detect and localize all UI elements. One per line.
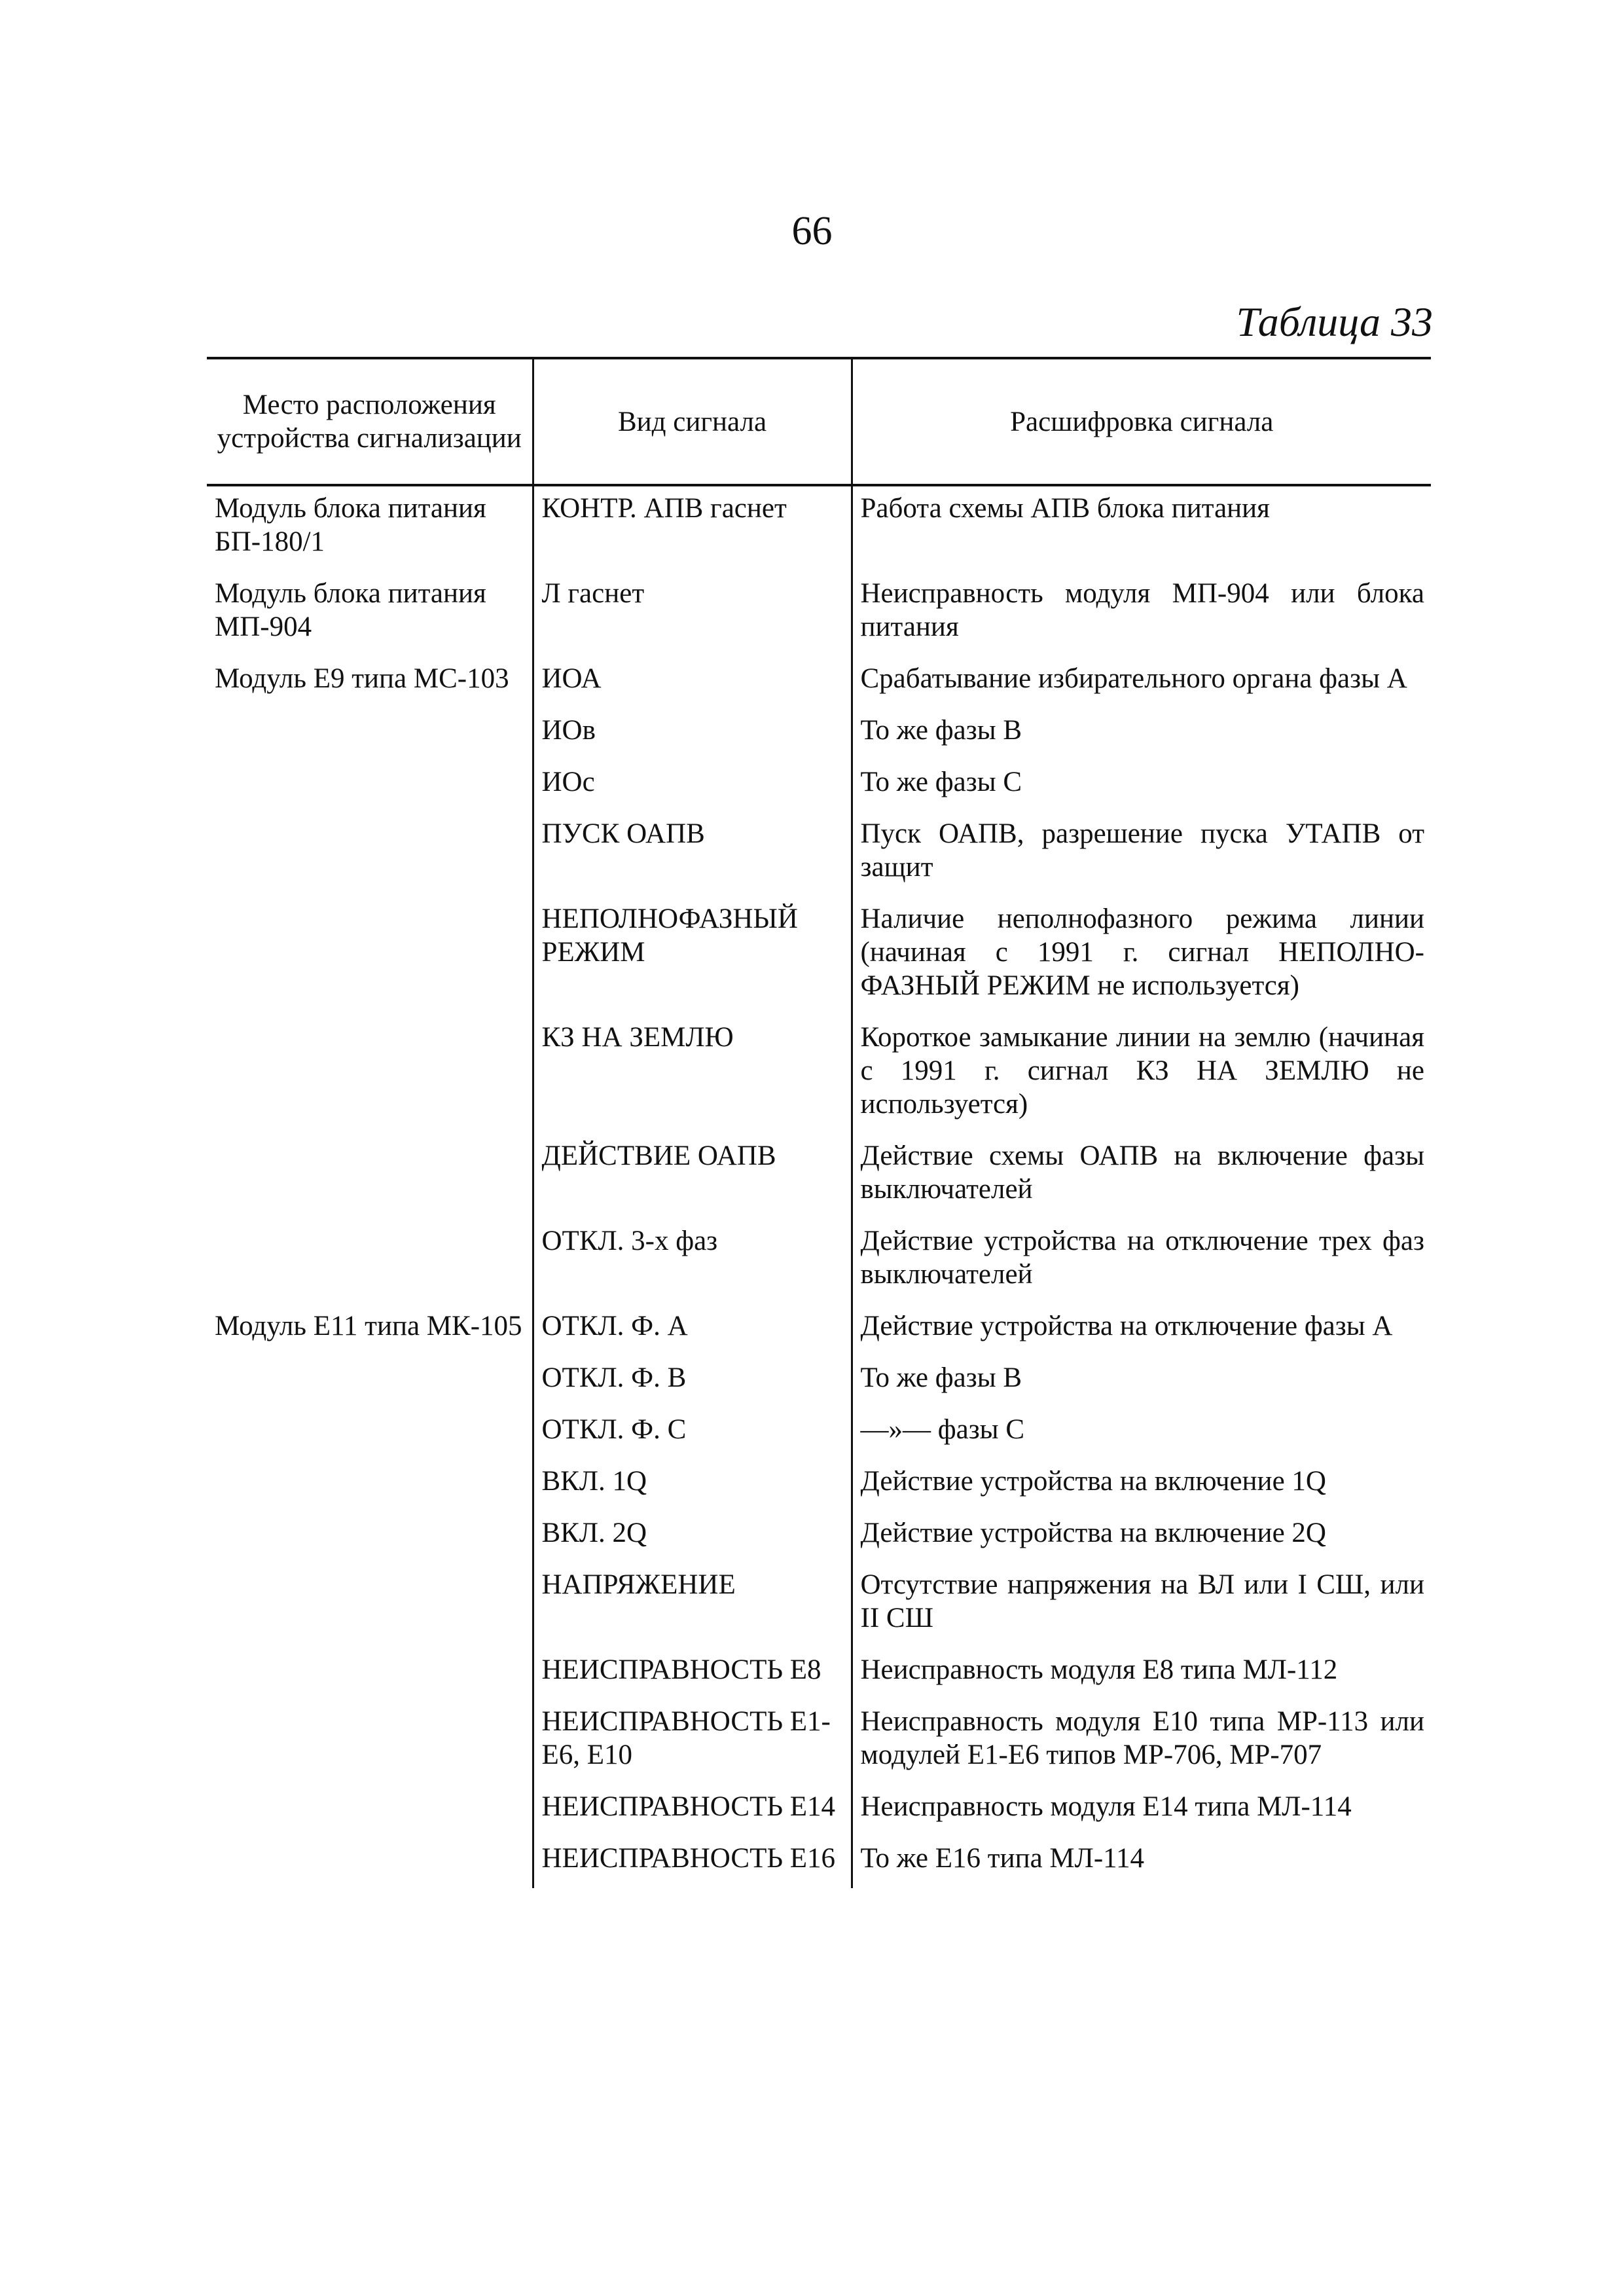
signal-type-cell: ДЕЙСТВИЕ ОАПВ: [533, 1134, 852, 1219]
signal-decoding-cell: Отсутствие напряжения на ВЛ или I СШ, или II СШ: [852, 1563, 1431, 1648]
location-cell: [207, 897, 533, 1015]
signal-type-cell: ИОс: [533, 760, 852, 812]
signal-type-cell: НЕПОЛНОФАЗНЫЙ РЕЖИМ: [533, 897, 852, 1015]
header-location: Место расположения устройства сигнализации: [207, 358, 533, 485]
signal-decoding-cell: Действие устройства на отключение трех фаз выключателей: [852, 1219, 1431, 1304]
signal-type-cell: КЗ НА ЗЕМЛЮ: [533, 1015, 852, 1134]
table-row: [207, 657, 1431, 708]
table-row: [207, 760, 1431, 812]
table-caption: Таблица 33: [1236, 299, 1433, 345]
table-row: [207, 1511, 1431, 1563]
location-cell: [207, 1785, 533, 1836]
table-row: [207, 708, 1431, 760]
signal-decoding-cell: Наличие неполнофазного режима линии (начиная с 1991 г. сигнал НЕПОЛНО-ФАЗНЫЙ РЕЖИМ не используется): [852, 897, 1431, 1015]
signal-type-cell: ВКЛ. 1Q: [533, 1459, 852, 1511]
location-cell: [207, 1459, 533, 1511]
signal-type-cell: ОТКЛ. 3-х фаз: [533, 1219, 852, 1304]
table-row: [207, 1785, 1431, 1836]
table-header-row: [207, 358, 1431, 485]
signal-type-cell: ОТКЛ. Ф. С: [533, 1408, 852, 1459]
signal-decoding-cell: Действие схемы ОАПВ на включение фазы выключателей: [852, 1134, 1431, 1219]
location-cell: Модуль блока питания БП-180/1: [215, 493, 486, 557]
location-cell: Модуль Е9 типа МС-103: [215, 663, 509, 694]
location-cell: [207, 1511, 533, 1563]
table-row: [207, 1459, 1431, 1511]
signal-decoding-cell: То же фазы В: [852, 708, 1431, 760]
signal-type-cell: НЕИСПРАВНОСТЬ Е16: [533, 1836, 852, 1888]
signal-decoding-cell: То же фазы С: [852, 760, 1431, 812]
location-cell: [207, 1356, 533, 1408]
signal-type-cell: НЕИСПРАВНОСТЬ Е8: [533, 1648, 852, 1700]
signal-type-cell: КОНТР. АПВ гаснет: [533, 485, 852, 572]
location-cell: [207, 1563, 533, 1648]
location-cell: [207, 812, 533, 897]
page-number: 66: [791, 209, 833, 253]
table-row: [207, 485, 1431, 572]
signal-decoding-cell: Работа схемы АПВ блока питания: [852, 485, 1431, 572]
signal-type-cell: ИОА: [533, 657, 852, 708]
table-row: [207, 897, 1431, 1015]
table-row: [207, 1836, 1431, 1888]
table-row: [207, 572, 1431, 657]
location-cell: [207, 1408, 533, 1459]
signal-type-cell: ИОв: [533, 708, 852, 760]
signal-decoding-cell: То же фазы В: [852, 1356, 1431, 1408]
location-cell: [207, 1836, 533, 1888]
signal-type-cell: ОТКЛ. Ф. А: [533, 1304, 852, 1356]
location-cell: [207, 1700, 533, 1785]
signal-decoding-cell: Неисправность модуля Е14 типа МЛ-114: [852, 1785, 1431, 1836]
signal-decoding-cell: Неисправность модуля МП-904 или блока питания: [852, 572, 1431, 657]
table-row: [207, 1304, 1431, 1356]
table-row: [207, 1648, 1431, 1700]
header-signal-decoding: Расшифровка сигнала: [852, 358, 1431, 485]
location-cell: [207, 760, 533, 812]
signal-table: [207, 357, 1431, 1888]
location-cell: [207, 708, 533, 760]
signal-decoding-cell: То же Е16 типа МЛ-114: [852, 1836, 1431, 1888]
table-row: [207, 1219, 1431, 1304]
signal-decoding-cell: Действие устройства на включение 2Q: [852, 1511, 1431, 1563]
signal-decoding-cell: Действие устройства на включение 1Q: [852, 1459, 1431, 1511]
table-row: [207, 1408, 1431, 1459]
location-cell: [207, 1134, 533, 1219]
location-cell: Модуль Е11 типа МК-105: [215, 1311, 522, 1341]
signal-decoding-cell: Пуск ОАПВ, разрешение пуска УТАПВ от защит: [852, 812, 1431, 897]
signal-decoding-cell: Неисправность модуля Е10 типа МР-113 или модулей Е1-Е6 типов МР-706, МР-707: [852, 1700, 1431, 1785]
signal-type-cell: НЕИСПРАВНОСТЬ Е14: [533, 1785, 852, 1836]
signal-type-cell: ВКЛ. 2Q: [533, 1511, 852, 1563]
table-row: [207, 1356, 1431, 1408]
signal-decoding-cell: Срабатывание избирательного органа фазы А: [852, 657, 1431, 708]
table-row: [207, 812, 1431, 897]
table-body: [207, 485, 1431, 1888]
signal-type-cell: Л гаснет: [533, 572, 852, 657]
location-cell: [207, 1648, 533, 1700]
signal-type-cell: ПУСК ОАПВ: [533, 812, 852, 897]
signal-decoding-cell: —»— фазы С: [852, 1408, 1431, 1459]
location-cell: Модуль блока питания МП-904: [215, 578, 486, 642]
signal-decoding-cell: Неисправность модуля Е8 типа МЛ-112: [852, 1648, 1431, 1700]
header-signal-type: Вид сигнала: [533, 358, 852, 485]
table-row: [207, 1700, 1431, 1785]
location-cell: [207, 1219, 533, 1304]
table-row: [207, 1015, 1431, 1134]
location-cell: [207, 1015, 533, 1134]
table-row: [207, 1563, 1431, 1648]
signal-type-cell: НЕИСПРАВНОСТЬ Е1-Е6, Е10: [533, 1700, 852, 1785]
signal-decoding-cell: Короткое замыкание линии на землю (начиная с 1991 г. сигнал КЗ НА ЗЕМЛЮ не используется): [852, 1015, 1431, 1134]
table-row: [207, 1134, 1431, 1219]
signal-decoding-cell: Действие устройства на отключение фазы А: [852, 1304, 1431, 1356]
signal-type-cell: ОТКЛ. Ф. В: [533, 1356, 852, 1408]
signal-type-cell: НАПРЯЖЕНИЕ: [533, 1563, 852, 1648]
